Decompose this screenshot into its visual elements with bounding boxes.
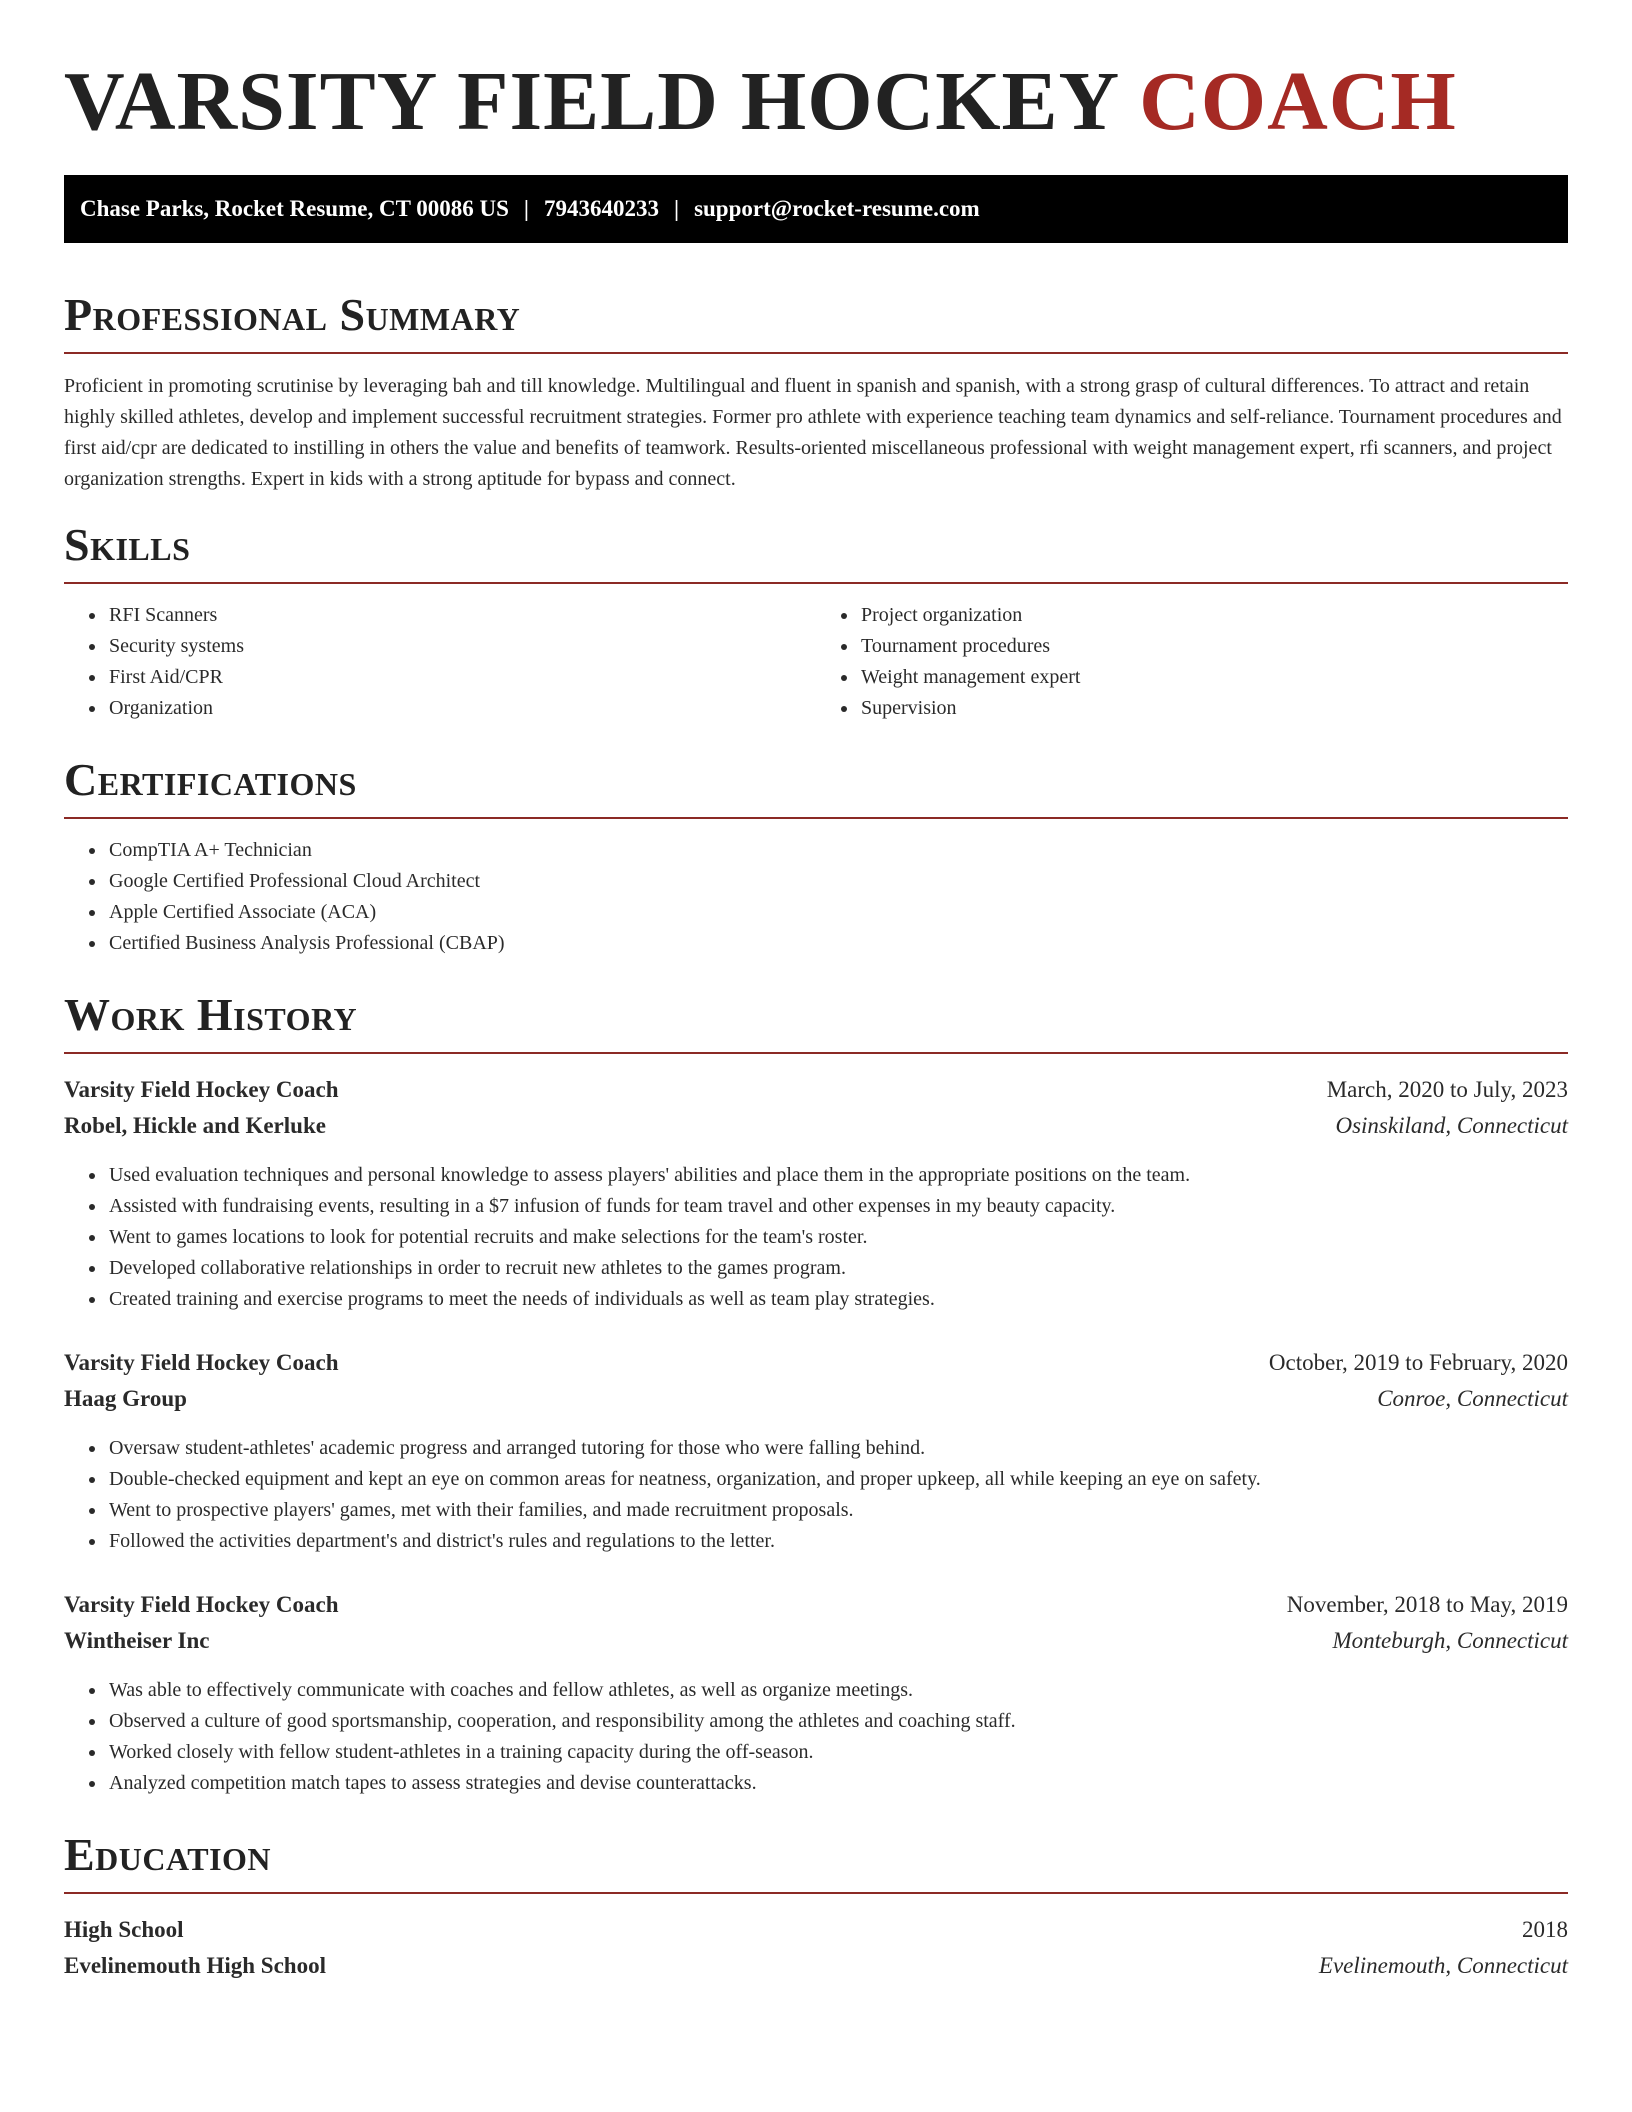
job-location: Monteburgh, Connecticut [1332, 1628, 1568, 1653]
education-school: Evelinemouth High School [64, 1953, 326, 1978]
job-bullet: • Went to prospective players' games, met with their families, and made recruitment proposals. [107, 1495, 1568, 1526]
skills-list-left [64, 600, 816, 724]
job-title: Varsity Field Hockey Coach [64, 1592, 339, 1617]
certification-item: • Google Certified Professional Cloud Architect [107, 866, 1568, 897]
job-subheader [64, 1108, 1568, 1144]
education-year: 2018 [1522, 1917, 1568, 1942]
certification-item: • Apple Certified Associate (ACA) [107, 897, 1568, 928]
skills-list-right [816, 600, 1568, 724]
job-company: Robel, Hickle and Kerluke [64, 1113, 326, 1138]
skill-item: • Supervision [859, 693, 1568, 724]
section-divider [64, 352, 1568, 354]
contact-separator: | [523, 196, 529, 221]
work-history-heading: Work History [64, 989, 358, 1040]
job-subheader [64, 1623, 1568, 1659]
education-heading: Education [64, 1829, 272, 1880]
summary-section [64, 287, 1568, 495]
certification-item: • Certified Business Analysis Professional (CBAP) [107, 928, 1568, 959]
job-title: Varsity Field Hockey Coach [64, 1077, 339, 1102]
section-divider [64, 817, 1568, 819]
job-title: Varsity Field Hockey Coach [64, 1350, 339, 1375]
education-degree: High School [64, 1917, 184, 1942]
job-location: Osinskiland, Connecticut [1335, 1113, 1568, 1138]
contact-phone: 7943640233 [543, 196, 659, 221]
title-main: VARSITY FIELD HOCKEY [64, 55, 1140, 148]
job-bullets [64, 1160, 1568, 1315]
education-section [64, 1827, 1568, 1984]
education-location: Evelinemouth, Connecticut [1318, 1953, 1568, 1978]
certifications-section [64, 752, 1568, 959]
skill-item: • Tournament procedures [859, 631, 1568, 662]
job-bullet: • Used evaluation techniques and personal knowledge to assess players' abilities and place them in the appropriate positions on the team. [107, 1160, 1568, 1191]
title-accent: COACH [1139, 55, 1457, 148]
job-bullet: • Was able to effectively communicate with coaches and fellow athletes, as well as organize meetings. [107, 1675, 1568, 1706]
skill-item: • Security systems [107, 631, 816, 662]
job-bullet: • Developed collaborative relationships in order to recruit new athletes to the games program. [107, 1253, 1568, 1284]
education-header [64, 1912, 1568, 1948]
job-bullets [64, 1675, 1568, 1799]
contact-bar [64, 175, 1568, 243]
section-divider [64, 1892, 1568, 1894]
contact-email[interactable]: support@rocket-resume.com [694, 196, 980, 221]
job-bullet: • Double-checked equipment and kept an eye on common areas for neatness, organization, and proper upkeep, all while keeping an eye on safety. [107, 1464, 1568, 1495]
job-company: Wintheiser Inc [64, 1628, 210, 1653]
job-bullet: • Analyzed competition match tapes to assess strategies and devise counterattacks. [107, 1768, 1568, 1799]
certifications-heading: Certifications [64, 754, 357, 805]
certification-item: • CompTIA A+ Technician [107, 835, 1568, 866]
job-header [64, 1072, 1568, 1108]
skill-item: • Organization [107, 693, 816, 724]
job-entry [64, 1072, 1568, 1315]
contact-separator: | [673, 196, 680, 221]
education-subheader [64, 1948, 1568, 1984]
job-header [64, 1345, 1568, 1381]
certifications-list [64, 835, 1568, 959]
skills-grid [64, 584, 1568, 724]
section-divider [64, 1052, 1568, 1054]
job-bullet: • Created training and exercise programs to meet the needs of individuals as well as team play strategies. [107, 1284, 1568, 1315]
summary-text: Proficient in promoting scrutinise by leveraging bah and till knowledge. Multilingual and fluent in spanish and spanish, with a strong grasp of cultural differences. To attract and retain highly skilled athletes, develop and implement successful recruitment strategies. Former pro athlete with experience teaching team dynamics and self-reliance. Tournament procedures and first aid/cpr are dedicated to instilling in others the value and benefits of teamwork. Results-oriented miscellaneous professional with weight management expert, rfi scanners, and project organization strengths. Expert in kids with a strong aptitude for bypass and connect. [64, 375, 1562, 490]
job-bullet: • Followed the activities department's and district's rules and regulations to the letter. [107, 1526, 1568, 1557]
job-dates: October, 2019 to February, 2020 [1268, 1350, 1568, 1375]
job-bullets [64, 1433, 1568, 1557]
resume-title [64, 52, 1568, 152]
summary-heading: Professional Summary [64, 289, 521, 340]
work-history-section [64, 987, 1568, 1799]
job-bullet: • Worked closely with fellow student-athletes in a training capacity during the off-season. [107, 1737, 1568, 1768]
job-dates: March, 2020 to July, 2023 [1326, 1077, 1568, 1102]
job-subheader [64, 1381, 1568, 1417]
skills-heading: Skills [64, 519, 191, 570]
job-location: Conroe, Connecticut [1377, 1386, 1568, 1411]
education-entry [64, 1912, 1568, 1984]
skill-item: • RFI Scanners [107, 600, 816, 631]
job-entry [64, 1345, 1568, 1557]
job-bullet: • Oversaw student-athletes' academic progress and arranged tutoring for those who were falling behind. [107, 1433, 1568, 1464]
job-dates: November, 2018 to May, 2019 [1286, 1592, 1568, 1617]
job-bullet: • Observed a culture of good sportsmanship, cooperation, and responsibility among the athletes and coaching staff. [107, 1706, 1568, 1737]
job-company: Haag Group [64, 1386, 187, 1411]
skills-section [64, 517, 1568, 724]
skill-item: • Weight management expert [859, 662, 1568, 693]
job-bullet: • Went to games locations to look for potential recruits and make selections for the team's roster. [107, 1222, 1568, 1253]
skill-item: • First Aid/CPR [107, 662, 816, 693]
skill-item: • Project organization [859, 600, 1568, 631]
job-bullet: • Assisted with fundraising events, resulting in a $7 infusion of funds for team travel and other expenses in my beauty capacity. [107, 1191, 1568, 1222]
job-entry [64, 1587, 1568, 1799]
job-header [64, 1587, 1568, 1623]
contact-address: Chase Parks, Rocket Resume, CT 00086 US [80, 196, 509, 221]
